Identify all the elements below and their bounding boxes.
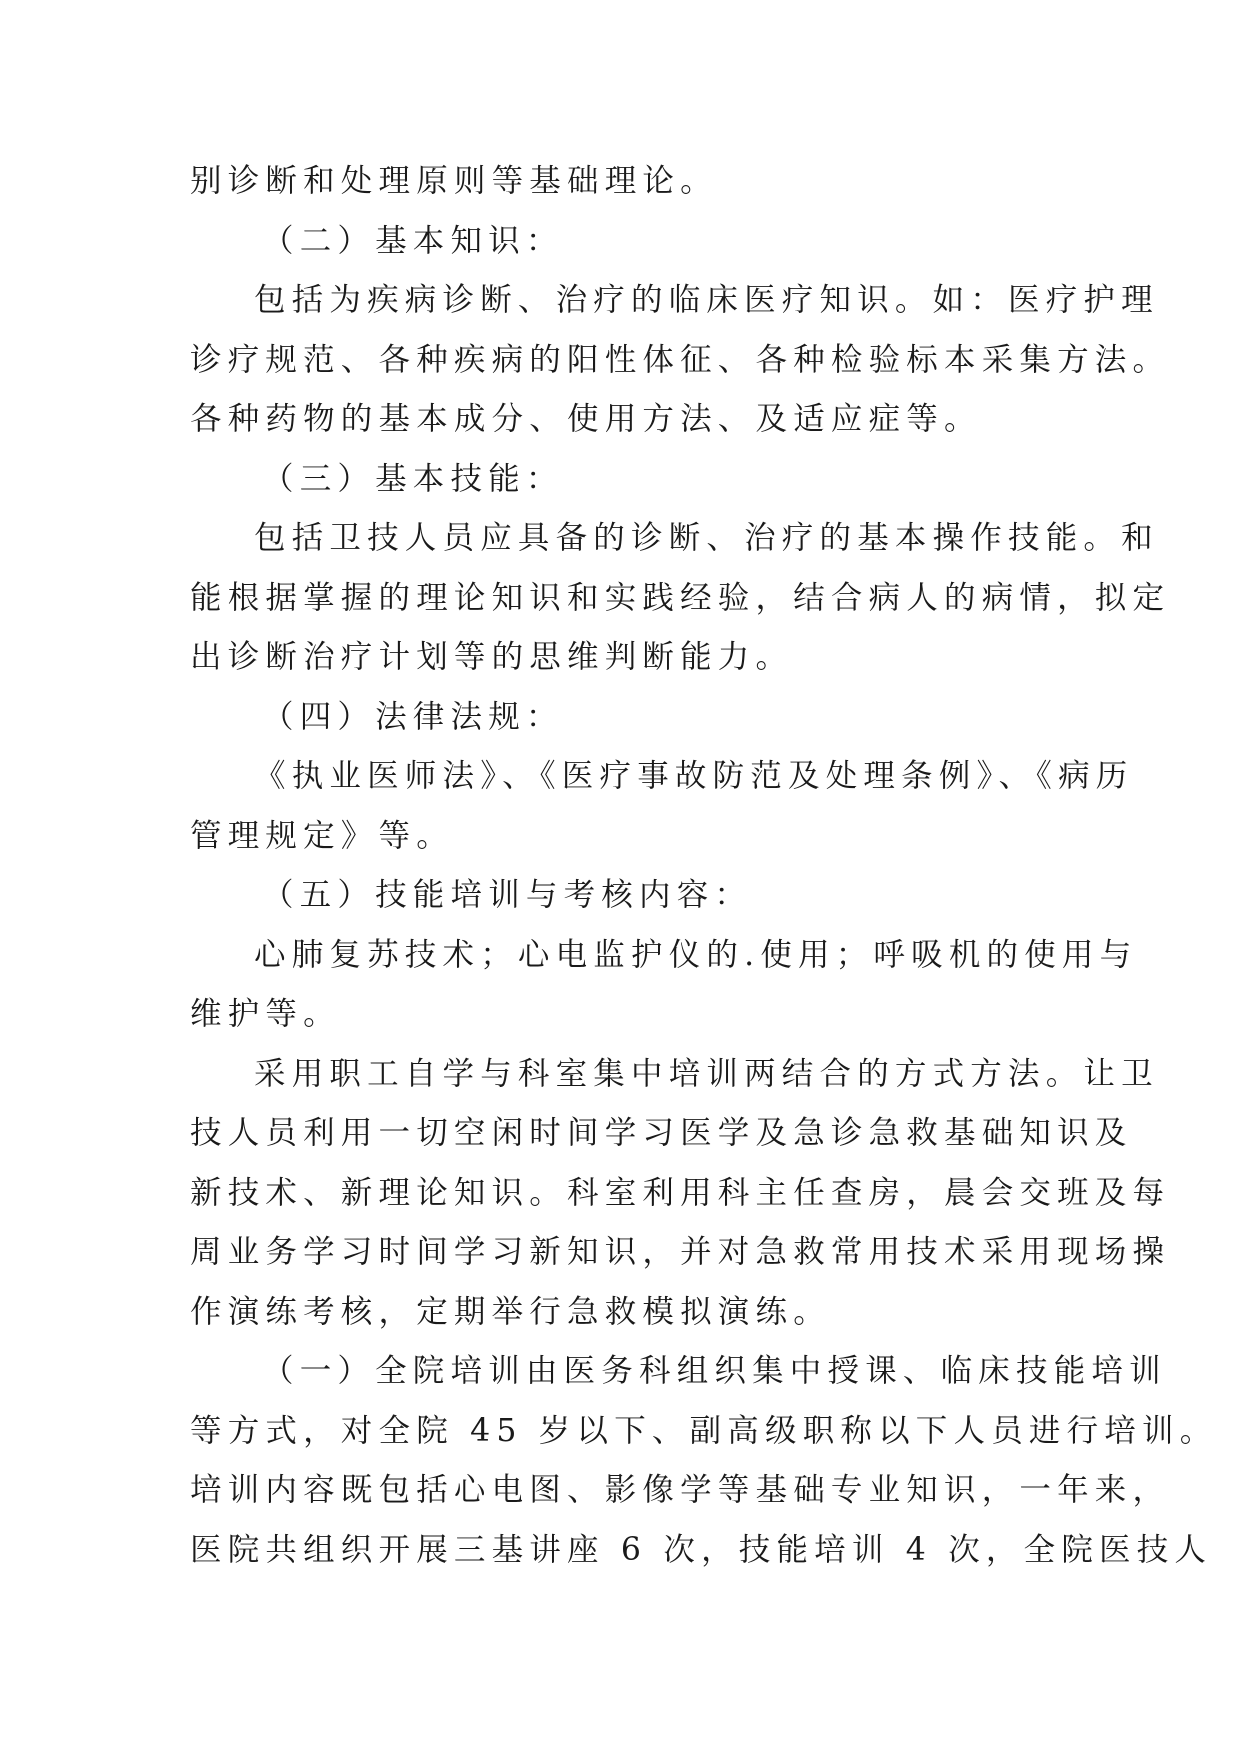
text-line: （一）全院培训由医务科组织集中授课、临床技能培训 [262,1353,1167,1389]
text-line: 能根据掌握的理论知识和实践经验，结合病人的病情，拟定 [190,579,1171,616]
text-line: 维护等。 [190,996,341,1032]
text-line: 技人员利用一切空闲时间学习医学及急诊急救基础知识及 [190,1115,1133,1151]
text-line: 采用职工自学与科室集中培训两结合的方式方法。让卫 [254,1055,1159,1092]
text-line: 诊疗规范、各种疾病的阳性体征、各种检验标本采集方法。 [190,341,1171,378]
text-line: 各种药物的基本成分、使用方法、及适应症等。 [190,401,982,437]
text-line: 等方式，对全院 45 岁以下、副高级职称以下人员进行培训。 [190,1412,1218,1449]
section-heading: （四）法律法规： [262,698,564,735]
text-line: 新技术、新理论知识。科室利用科主任查房，晨会交班及每 [190,1174,1171,1211]
text-line: 医院共组织开展三基讲座 6 次，技能培训 4 次，全院医技人 [190,1531,1213,1568]
text-line: 心肺复苏技术；心电监护仪的.使用；呼吸机的使用与 [254,936,1138,973]
text-line: 培训内容既包括心电图、影像学等基础专业知识，一年来， [190,1472,1171,1508]
text-line: 出诊断治疗计划等的思维判断能力。 [190,639,794,675]
section-heading: （二）基本知识： [262,222,564,259]
text-line: 别诊断和处理原则等基础理论。 [190,163,718,199]
text-line: 包括卫技人员应具备的诊断、治疗的基本操作技能。和 [254,520,1159,556]
document-body [190,152,1218,1580]
text-line: 周业务学习时间学习新知识，并对急救常用技术采用现场操 [190,1234,1171,1270]
text-line: 包括为疾病诊断、治疗的临床医疗知识。如：医疗护理 [254,282,1159,318]
text-line: 作演练考核，定期举行急救模拟演练。 [190,1293,831,1330]
text-line: 《执业医师法》、《医疗事故防范及处理条例》、《病历 [254,758,1134,794]
section-heading: （三）基本技能： [262,460,564,497]
section-heading: （五）技能培训与考核内容： [262,877,753,913]
text-line: 管理规定》等。 [190,817,454,854]
